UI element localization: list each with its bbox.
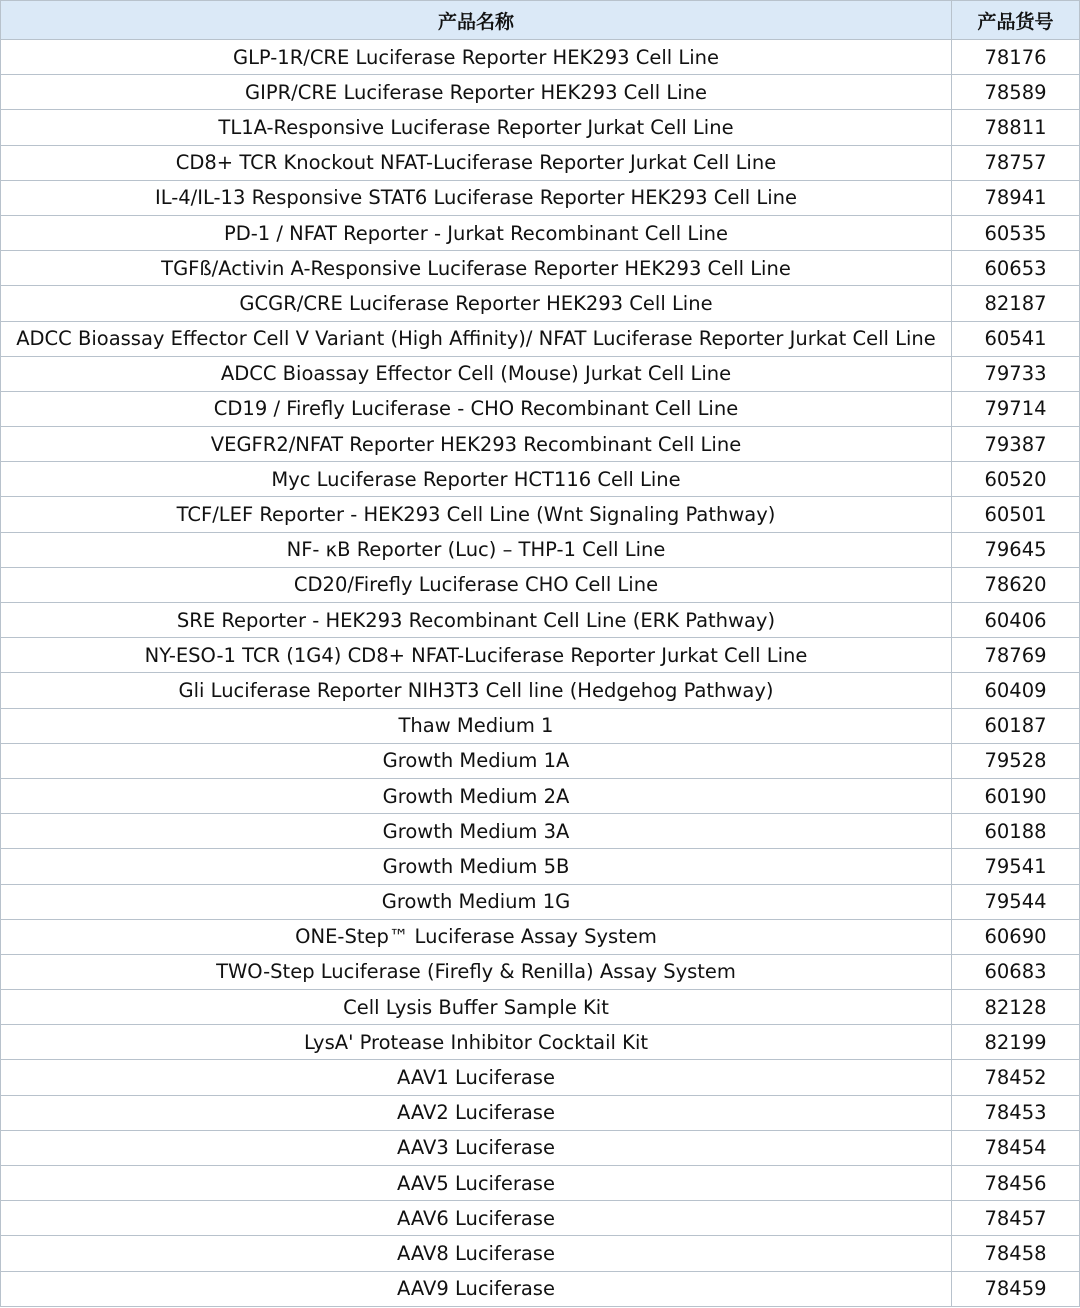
product-code-cell: 78176 bbox=[952, 40, 1080, 75]
product-code-cell: 78589 bbox=[952, 75, 1080, 110]
product-name-cell: VEGFR2/NFAT Reporter HEK293 Recombinant Cell Line bbox=[1, 427, 952, 462]
table-row bbox=[1, 180, 1080, 215]
product-name-cell: Myc Luciferase Reporter HCT116 Cell Line bbox=[1, 462, 952, 497]
product-name-cell: TCF/LEF Reporter - HEK293 Cell Line (Wnt Signaling Pathway) bbox=[1, 497, 952, 532]
header-product-code: 产品货号 bbox=[952, 1, 1080, 40]
product-name-cell: AAV3 Luciferase bbox=[1, 1130, 952, 1165]
product-name-cell: LysA' Protease Inhibitor Cocktail Kit bbox=[1, 1025, 952, 1060]
product-name-cell: TGFß/Activin A-Responsive Luciferase Reporter HEK293 Cell Line bbox=[1, 251, 952, 286]
table-row bbox=[1, 391, 1080, 426]
product-code-cell: 60535 bbox=[952, 215, 1080, 250]
table-row bbox=[1, 567, 1080, 602]
table-row bbox=[1, 321, 1080, 356]
product-code-cell: 60683 bbox=[952, 954, 1080, 989]
product-code-cell: 79645 bbox=[952, 532, 1080, 567]
table-row bbox=[1, 1130, 1080, 1165]
product-name-cell: AAV9 Luciferase bbox=[1, 1271, 952, 1306]
table-row bbox=[1, 708, 1080, 743]
product-name-cell: SRE Reporter - HEK293 Recombinant Cell Line (ERK Pathway) bbox=[1, 603, 952, 638]
product-name-cell: AAV6 Luciferase bbox=[1, 1201, 952, 1236]
product-name-cell: Growth Medium 2A bbox=[1, 778, 952, 813]
product-code-cell: 60190 bbox=[952, 778, 1080, 813]
table-row bbox=[1, 462, 1080, 497]
product-code-cell: 60406 bbox=[952, 603, 1080, 638]
table-row bbox=[1, 954, 1080, 989]
product-code-cell: 79387 bbox=[952, 427, 1080, 462]
table-row bbox=[1, 40, 1080, 75]
table-row bbox=[1, 743, 1080, 778]
product-code-cell: 79544 bbox=[952, 884, 1080, 919]
product-name-cell: GIPR/CRE Luciferase Reporter HEK293 Cell Line bbox=[1, 75, 952, 110]
table-row bbox=[1, 990, 1080, 1025]
product-name-cell: Thaw Medium 1 bbox=[1, 708, 952, 743]
product-code-cell: 60409 bbox=[952, 673, 1080, 708]
table-row bbox=[1, 251, 1080, 286]
product-name-cell: ONE-Step™ Luciferase Assay System bbox=[1, 919, 952, 954]
table-row bbox=[1, 427, 1080, 462]
product-code-cell: 60188 bbox=[952, 814, 1080, 849]
table-row bbox=[1, 919, 1080, 954]
product-code-cell: 78757 bbox=[952, 145, 1080, 180]
product-name-cell: ADCC Bioassay Effector Cell (Mouse) Jurkat Cell Line bbox=[1, 356, 952, 391]
table-row bbox=[1, 497, 1080, 532]
product-name-cell: ADCC Bioassay Effector Cell V Variant (High Affinity)/ NFAT Luciferase Reporter Jurkat Cell Line bbox=[1, 321, 952, 356]
table-row bbox=[1, 849, 1080, 884]
product-code-cell: 60187 bbox=[952, 708, 1080, 743]
product-name-cell: GCGR/CRE Luciferase Reporter HEK293 Cell Line bbox=[1, 286, 952, 321]
product-name-cell: NF- κB Reporter (Luc) – THP-1 Cell Line bbox=[1, 532, 952, 567]
product-name-cell: GLP-1R/CRE Luciferase Reporter HEK293 Cell Line bbox=[1, 40, 952, 75]
header-row bbox=[1, 1, 1080, 40]
product-name-cell: CD19 / Firefly Luciferase - CHO Recombinant Cell Line bbox=[1, 391, 952, 426]
product-code-cell: 78459 bbox=[952, 1271, 1080, 1306]
product-code-cell: 60501 bbox=[952, 497, 1080, 532]
product-code-cell: 60541 bbox=[952, 321, 1080, 356]
product-code-cell: 78458 bbox=[952, 1236, 1080, 1271]
product-code-cell: 60520 bbox=[952, 462, 1080, 497]
product-code-cell: 78811 bbox=[952, 110, 1080, 145]
product-name-cell: TL1A-Responsive Luciferase Reporter Jurkat Cell Line bbox=[1, 110, 952, 145]
product-code-cell: 78620 bbox=[952, 567, 1080, 602]
product-name-cell: Growth Medium 3A bbox=[1, 814, 952, 849]
product-code-cell: 82199 bbox=[952, 1025, 1080, 1060]
table-row bbox=[1, 1060, 1080, 1095]
product-code-cell: 79714 bbox=[952, 391, 1080, 426]
product-code-cell: 82187 bbox=[952, 286, 1080, 321]
product-name-cell: Cell Lysis Buffer Sample Kit bbox=[1, 990, 952, 1025]
product-code-cell: 60653 bbox=[952, 251, 1080, 286]
product-name-cell: CD8+ TCR Knockout NFAT-Luciferase Reporter Jurkat Cell Line bbox=[1, 145, 952, 180]
header-product-name: 产品名称 bbox=[1, 1, 952, 40]
table-row bbox=[1, 532, 1080, 567]
product-code-cell: 78452 bbox=[952, 1060, 1080, 1095]
table-row bbox=[1, 884, 1080, 919]
product-name-cell: Growth Medium 1A bbox=[1, 743, 952, 778]
table-row bbox=[1, 673, 1080, 708]
table-row bbox=[1, 286, 1080, 321]
table-row bbox=[1, 814, 1080, 849]
product-name-cell: AAV5 Luciferase bbox=[1, 1166, 952, 1201]
product-code-cell: 78453 bbox=[952, 1095, 1080, 1130]
product-code-cell: 82128 bbox=[952, 990, 1080, 1025]
product-code-cell: 78941 bbox=[952, 180, 1080, 215]
table-row bbox=[1, 1095, 1080, 1130]
table-row bbox=[1, 638, 1080, 673]
product-code-cell: 78456 bbox=[952, 1166, 1080, 1201]
product-name-cell: CD20/Firefly Luciferase CHO Cell Line bbox=[1, 567, 952, 602]
product-name-cell: Growth Medium 1G bbox=[1, 884, 952, 919]
table-row bbox=[1, 1025, 1080, 1060]
product-name-cell: Growth Medium 5B bbox=[1, 849, 952, 884]
table-row bbox=[1, 75, 1080, 110]
product-name-cell: Gli Luciferase Reporter NIH3T3 Cell line (Hedgehog Pathway) bbox=[1, 673, 952, 708]
table-row bbox=[1, 110, 1080, 145]
table-body bbox=[1, 40, 1080, 1307]
table-row bbox=[1, 1236, 1080, 1271]
product-code-cell: 78769 bbox=[952, 638, 1080, 673]
product-code-cell: 79528 bbox=[952, 743, 1080, 778]
table-row bbox=[1, 1201, 1080, 1236]
table-row bbox=[1, 215, 1080, 250]
product-code-cell: 79733 bbox=[952, 356, 1080, 391]
product-name-cell: AAV1 Luciferase bbox=[1, 1060, 952, 1095]
product-name-cell: NY-ESO-1 TCR (1G4) CD8+ NFAT-Luciferase Reporter Jurkat Cell Line bbox=[1, 638, 952, 673]
product-name-cell: AAV2 Luciferase bbox=[1, 1095, 952, 1130]
table-row bbox=[1, 145, 1080, 180]
product-name-cell: PD-1 / NFAT Reporter - Jurkat Recombinant Cell Line bbox=[1, 215, 952, 250]
table-row bbox=[1, 1271, 1080, 1306]
table-row bbox=[1, 356, 1080, 391]
product-name-cell: AAV8 Luciferase bbox=[1, 1236, 952, 1271]
table-row bbox=[1, 778, 1080, 813]
product-code-cell: 79541 bbox=[952, 849, 1080, 884]
product-code-cell: 78454 bbox=[952, 1130, 1080, 1165]
product-name-cell: TWO-Step Luciferase (Firefly & Renilla) Assay System bbox=[1, 954, 952, 989]
table-header bbox=[1, 1, 1080, 40]
product-code-cell: 78457 bbox=[952, 1201, 1080, 1236]
product-code-cell: 60690 bbox=[952, 919, 1080, 954]
table-row bbox=[1, 603, 1080, 638]
table-row bbox=[1, 1166, 1080, 1201]
product-name-cell: IL-4/IL-13 Responsive STAT6 Luciferase Reporter HEK293 Cell Line bbox=[1, 180, 952, 215]
